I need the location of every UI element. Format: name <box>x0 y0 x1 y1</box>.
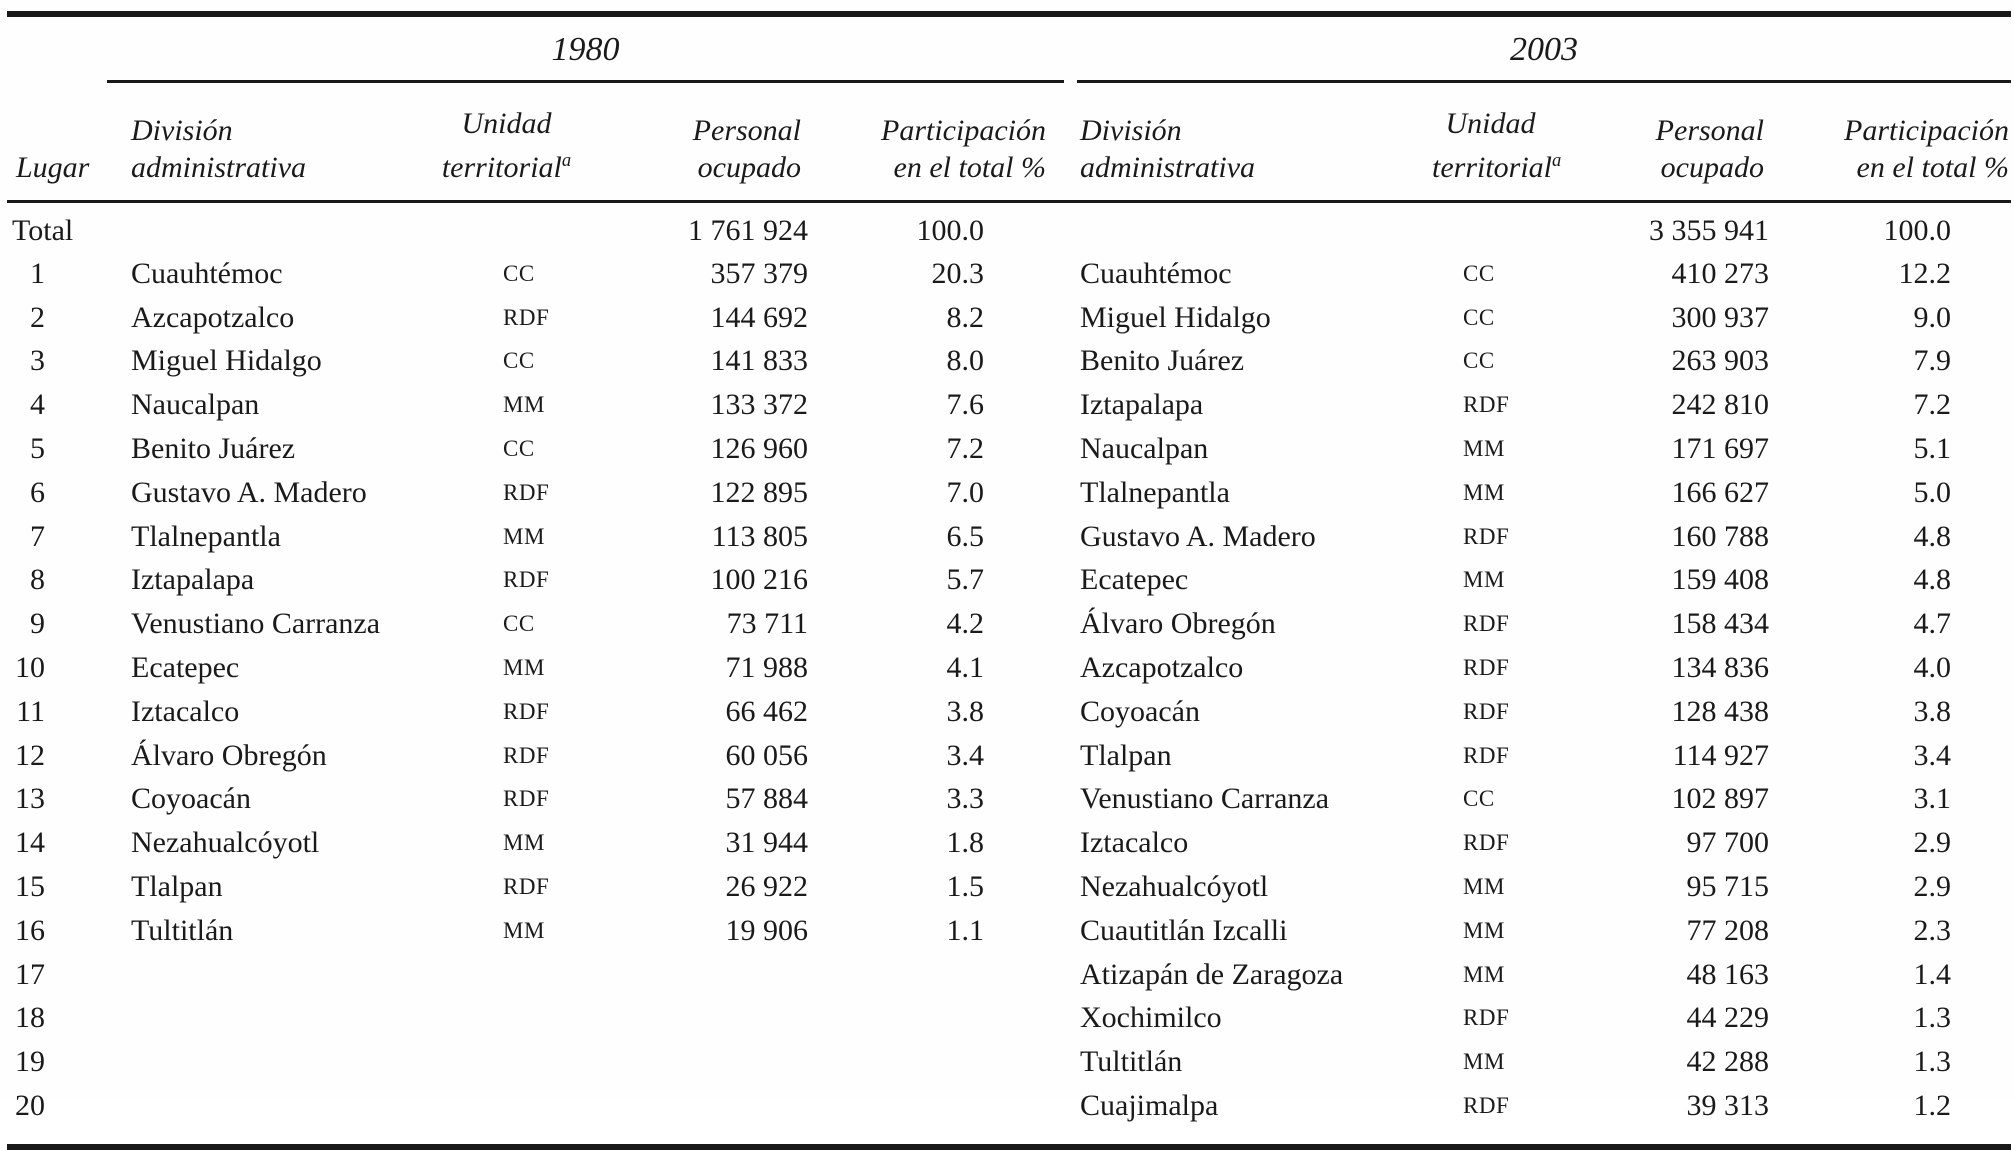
table-row <box>7 202 2011 253</box>
cell-personnel-2003: 42 288 <box>1686 1045 1769 1079</box>
cell-territorial-unit-2003: RDF <box>1463 698 1510 724</box>
cell-share-2003: 12.2 <box>1898 256 1951 290</box>
cell-rank: 12 <box>15 738 45 772</box>
cell-division-1980: Nezahualcóyotl <box>131 826 320 860</box>
year-header-2003: 2003 <box>1077 14 2011 82</box>
footnote-marker: a <box>1552 150 1562 171</box>
cell-territorial-unit-1980: RDF <box>503 479 550 505</box>
cell-personnel-2003: 166 627 <box>1671 475 1769 509</box>
cell-share-1980: 1.8 <box>946 826 984 860</box>
cell-share-2003: 5.1 <box>1913 432 1951 466</box>
cell-division-2003: Venustiano Carranza <box>1080 782 1330 816</box>
cell-share-2003: 4.0 <box>1913 651 1951 685</box>
cell-personnel-2003: 102 897 <box>1671 782 1769 816</box>
cell-territorial-unit-2003: MM <box>1463 479 1505 505</box>
cell-division-1980: Iztapalapa <box>131 563 255 597</box>
cell-territorial-unit-2003: CC <box>1463 260 1495 286</box>
table-row <box>7 821 2011 865</box>
group-gap-spacer <box>1064 383 1077 427</box>
cell-rank: 15 <box>15 870 45 904</box>
group-gap-spacer <box>1064 821 1077 865</box>
cell-personnel-1980: 113 805 <box>711 519 808 553</box>
cell-division-2003 <box>1077 202 1431 253</box>
cell-territorial-unit-1980: CC <box>503 436 535 462</box>
table-row <box>7 340 2011 384</box>
group-gap-spacer <box>1064 1084 1077 1128</box>
cell-territorial-unit-1980: MM <box>503 392 545 418</box>
cell-personnel-1980: 141 833 <box>710 344 808 378</box>
cell-division-1980: Benito Juárez <box>131 432 296 466</box>
cell-division-1980 <box>107 953 439 997</box>
cell-territorial-unit-2003: CC <box>1463 304 1495 330</box>
cell-territorial-unit-1980: RDF <box>503 742 550 768</box>
cell-share-1980: 20.3 <box>931 256 984 290</box>
cell-personnel-2003: 159 408 <box>1671 563 1769 597</box>
col-header-division-1980: División administrativa <box>107 82 439 202</box>
cell-territorial-unit-2003: RDF <box>1463 1005 1510 1031</box>
cell-personnel-1980: 357 379 <box>710 256 808 290</box>
group-gap-spacer <box>1064 427 1077 471</box>
cell-share-2003: 4.8 <box>1913 519 1951 553</box>
cell-division-2003: Iztapalapa <box>1080 388 1204 422</box>
cell-division-2003: Tultitlán <box>1080 1045 1183 1079</box>
cell-personnel-1980 <box>613 1040 813 1084</box>
cell-rank: 9 <box>30 607 45 641</box>
cell-rank: 2 <box>30 300 45 334</box>
lugar-column-spacer <box>7 14 107 82</box>
cell-rank: 13 <box>15 782 45 816</box>
group-gap-spacer <box>1064 909 1077 953</box>
cell-personnel-1980: 73 711 <box>726 607 808 641</box>
employment-by-division-table <box>7 11 2011 1150</box>
group-gap-spacer <box>1064 602 1077 646</box>
cell-division-2003: Nezahualcóyotl <box>1080 870 1269 904</box>
cell-share-2003: 4.8 <box>1913 563 1951 597</box>
cell-division-2003: Iztacalco <box>1080 826 1189 860</box>
group-gap-spacer <box>1064 1040 1077 1084</box>
table-row <box>7 690 2011 734</box>
cell-share-1980: 7.2 <box>946 432 984 466</box>
cell-territorial-unit-1980 <box>439 997 613 1041</box>
cell-personnel-2003: 158 434 <box>1671 607 1769 641</box>
cell-division-1980: Álvaro Obregón <box>131 738 327 772</box>
cell-territorial-unit-1980: RDF <box>503 304 550 330</box>
cell-division-2003: Tlalnepantla <box>1080 475 1230 509</box>
cell-personnel-2003: 242 810 <box>1671 388 1769 422</box>
col-header-personnel-2003: Personal ocupado <box>1605 82 1776 202</box>
cell-territorial-unit-2003: MM <box>1463 874 1505 900</box>
cell-share-2003: 3.4 <box>1913 738 1951 772</box>
cell-share-1980: 5.7 <box>946 563 984 597</box>
cell-division-2003: Gustavo A. Madero <box>1080 519 1316 553</box>
group-gap-spacer <box>1064 202 1077 253</box>
cell-personnel-2003: 160 788 <box>1671 519 1769 553</box>
cell-share-1980: 4.2 <box>946 607 984 641</box>
table-row <box>7 909 2011 953</box>
group-gap-spacer <box>1064 296 1077 340</box>
cell-personnel-2003: 39 313 <box>1686 1089 1769 1123</box>
col-header-territorial-unit-2003: Unidad territorial$^a$ <box>1431 82 1605 202</box>
table-row <box>7 865 2011 909</box>
cell-personnel-2003: 128 438 <box>1671 694 1769 728</box>
cell-territorial-unit-1980 <box>439 202 613 253</box>
table-row <box>7 1040 2011 1084</box>
cell-share-1980: 1.1 <box>946 913 984 947</box>
cell-personnel-2003: 114 927 <box>1672 738 1769 772</box>
cell-territorial-unit-2003: RDF <box>1463 742 1510 768</box>
cell-rank: 8 <box>30 563 45 597</box>
table-row <box>7 646 2011 690</box>
cell-rank: 1 <box>30 256 45 290</box>
cell-territorial-unit-2003: MM <box>1463 917 1505 943</box>
group-gap-spacer <box>1064 471 1077 515</box>
cell-share-2003: 4.7 <box>1913 607 1951 641</box>
cell-division-1980: Naucalpan <box>131 388 260 422</box>
cell-territorial-unit-1980 <box>439 1040 613 1084</box>
cell-share-2003: 2.9 <box>1913 870 1951 904</box>
group-gap-spacer <box>1064 646 1077 690</box>
cell-territorial-unit-2003: MM <box>1463 567 1505 593</box>
cell-division-1980: Iztacalco <box>131 694 240 728</box>
cell-share-1980 <box>813 1084 1064 1128</box>
cell-share-1980: 3.8 <box>946 694 984 728</box>
cell-personnel-1980: 133 372 <box>710 388 808 422</box>
col-header-lugar: Lugar <box>7 82 107 202</box>
cell-division-2003: Cuajimalpa <box>1080 1089 1219 1123</box>
cell-share-1980 <box>813 997 1064 1041</box>
group-gap-spacer <box>1064 690 1077 734</box>
cell-division-1980 <box>107 202 439 253</box>
cell-division-1980: Coyoacán <box>131 782 251 816</box>
cell-share-2003: 7.2 <box>1913 388 1951 422</box>
group-gap-spacer <box>1064 515 1077 559</box>
cell-division-2003: Álvaro Obregón <box>1080 607 1276 641</box>
cell-rank: 14 <box>15 826 45 860</box>
cell-rank: 3 <box>30 344 45 378</box>
cell-share-2003: 3.1 <box>1913 782 1951 816</box>
cell-personnel-2003: 410 273 <box>1671 256 1769 290</box>
table-row <box>7 1084 2011 1128</box>
table-row <box>7 997 2011 1041</box>
cell-territorial-unit-1980: RDF <box>503 698 550 724</box>
cell-territorial-unit-1980: RDF <box>503 786 550 812</box>
cell-personnel-1980: 144 692 <box>710 300 808 334</box>
cell-division-1980: Ecatepec <box>131 651 240 685</box>
cell-territorial-unit-2003: RDF <box>1463 655 1510 681</box>
cell-personnel-2003: 44 229 <box>1686 1001 1769 1035</box>
table-row <box>7 734 2011 778</box>
group-gap-spacer <box>1064 953 1077 997</box>
cell-division-2003: Miguel Hidalgo <box>1080 300 1271 334</box>
cell-personnel-2003: 48 163 <box>1686 957 1769 991</box>
cell-territorial-unit-1980: RDF <box>503 874 550 900</box>
column-header-row <box>7 82 2011 202</box>
cell-division-1980: Tultitlán <box>131 913 234 947</box>
cell-share-1980: 100.0 <box>916 214 984 247</box>
cell-territorial-unit-1980 <box>439 953 613 997</box>
cell-territorial-unit-2003: RDF <box>1463 392 1510 418</box>
cell-share-2003: 9.0 <box>1913 300 1951 334</box>
cell-personnel-2003: 77 208 <box>1686 913 1769 947</box>
cell-territorial-unit-2003: RDF <box>1463 611 1510 637</box>
cell-territorial-unit-1980: CC <box>503 260 535 286</box>
cell-territorial-unit-1980: MM <box>503 830 545 856</box>
cell-personnel-1980 <box>613 1084 813 1128</box>
table-row <box>7 602 2011 646</box>
cell-share-2003: 100.0 <box>1883 214 1951 247</box>
cell-division-1980: Venustiano Carranza <box>131 607 381 641</box>
cell-rank: 20 <box>15 1089 45 1123</box>
table-row <box>7 296 2011 340</box>
cell-division-1980: Gustavo A. Madero <box>131 475 367 509</box>
cell-division-2003: Tlalpan <box>1080 738 1172 772</box>
cell-division-1980 <box>107 1084 439 1128</box>
cell-territorial-unit-2003: CC <box>1463 348 1495 374</box>
cell-territorial-unit-2003: CC <box>1463 786 1495 812</box>
cell-rank: 10 <box>15 651 45 685</box>
cell-division-2003: Xochimilco <box>1080 1001 1222 1035</box>
cell-share-2003: 1.3 <box>1913 1001 1951 1035</box>
cell-rank: 7 <box>30 519 45 553</box>
col-header-personnel-1980: Personal ocupado <box>613 82 813 202</box>
cell-personnel-1980: 126 960 <box>710 432 808 466</box>
cell-personnel-2003: 3 355 941 <box>1649 214 1769 247</box>
group-gap-spacer <box>1064 559 1077 603</box>
cell-rank: 17 <box>15 957 45 991</box>
cell-personnel-1980: 66 462 <box>725 694 808 728</box>
cell-personnel-1980: 71 988 <box>725 651 808 685</box>
cell-territorial-unit-2003: RDF <box>1463 523 1510 549</box>
cell-division-2003: Azcapotzalco <box>1080 651 1244 685</box>
cell-personnel-1980 <box>613 953 813 997</box>
cell-personnel-1980: 57 884 <box>725 782 808 816</box>
col-header-share-2003: Participación en el total % <box>1776 82 2011 202</box>
col-header-share-1980: Participación en el total % <box>813 82 1064 202</box>
group-gap-spacer <box>1064 252 1077 296</box>
cell-rank: 4 <box>30 388 45 422</box>
group-gap-spacer <box>1064 14 1077 82</box>
cell-share-2003: 2.3 <box>1913 913 1951 947</box>
table-row <box>7 559 2011 603</box>
cell-division-1980: Azcapotzalco <box>131 300 295 334</box>
col-header-territorial-unit-1980: Unidad territorial$^a$ <box>439 82 613 202</box>
cell-division-1980 <box>107 997 439 1041</box>
cell-territorial-unit-1980: MM <box>503 523 545 549</box>
cell-division-1980: Tlalpan <box>131 870 223 904</box>
cell-division-2003: Coyoacán <box>1080 694 1200 728</box>
table-row <box>7 427 2011 471</box>
cell-territorial-unit-2003: RDF <box>1463 830 1510 856</box>
cell-personnel-2003: 300 937 <box>1671 300 1769 334</box>
cell-division-2003: Benito Juárez <box>1080 344 1245 378</box>
cell-division-2003: Atizapán de Zaragoza <box>1080 957 1344 991</box>
group-gap-spacer <box>1064 82 1077 202</box>
cell-territorial-unit-1980: CC <box>503 348 535 374</box>
cell-share-1980: 1.5 <box>946 870 984 904</box>
table-row <box>7 383 2011 427</box>
cell-personnel-2003: 95 715 <box>1686 870 1769 904</box>
group-gap-spacer <box>1064 340 1077 384</box>
cell-territorial-unit-1980: MM <box>503 655 545 681</box>
cell-rank: Total <box>12 214 74 247</box>
group-gap-spacer <box>1064 734 1077 778</box>
table-row <box>7 515 2011 559</box>
cell-territorial-unit-1980: CC <box>503 611 535 637</box>
cell-share-1980 <box>813 953 1064 997</box>
cell-personnel-1980: 1 761 924 <box>688 214 808 247</box>
cell-territorial-unit-1980 <box>439 1084 613 1128</box>
cell-territorial-unit-2003: RDF <box>1463 1093 1510 1119</box>
cell-territorial-unit-2003 <box>1431 202 1605 253</box>
cell-personnel-2003: 263 903 <box>1671 344 1769 378</box>
cell-division-2003: Ecatepec <box>1080 563 1189 597</box>
cell-rank: 11 <box>16 694 45 728</box>
cell-personnel-1980 <box>613 997 813 1041</box>
cell-share-1980: 3.3 <box>946 782 984 816</box>
cell-rank: 19 <box>15 1045 45 1079</box>
footnote-marker: a <box>561 150 572 171</box>
cell-personnel-2003: 97 700 <box>1686 826 1769 860</box>
cell-personnel-2003: 171 697 <box>1671 432 1769 466</box>
cell-division-1980: Miguel Hidalgo <box>131 344 322 378</box>
cell-division-2003: Naucalpan <box>1080 432 1209 466</box>
bottom-padding-row <box>7 1128 2011 1147</box>
cell-share-2003: 3.8 <box>1913 694 1951 728</box>
cell-share-1980: 7.6 <box>946 388 984 422</box>
cell-personnel-1980: 100 216 <box>710 563 808 597</box>
year-header-row <box>7 14 2011 82</box>
cell-share-2003: 7.9 <box>1913 344 1951 378</box>
cell-division-1980 <box>107 1040 439 1084</box>
cell-territorial-unit-2003: MM <box>1463 436 1505 462</box>
cell-share-1980: 8.2 <box>946 300 984 334</box>
year-header-1980: 1980 <box>107 14 1064 82</box>
cell-share-1980: 8.0 <box>946 344 984 378</box>
cell-territorial-unit-2003: MM <box>1463 1049 1505 1075</box>
cell-share-2003: 1.3 <box>1913 1045 1951 1079</box>
cell-personnel-1980: 26 922 <box>725 870 808 904</box>
cell-division-1980: Cuauhtémoc <box>131 256 283 290</box>
cell-territorial-unit-1980: MM <box>503 917 545 943</box>
cell-share-2003: 5.0 <box>1913 475 1951 509</box>
cell-share-2003: 1.2 <box>1913 1089 1951 1123</box>
table-row <box>7 252 2011 296</box>
table-row <box>7 953 2011 997</box>
cell-rank: 16 <box>15 913 45 947</box>
cell-share-1980: 3.4 <box>946 738 984 772</box>
cell-personnel-1980: 60 056 <box>725 738 808 772</box>
col-header-division-2003: División administrativa <box>1077 82 1431 202</box>
cell-share-2003: 1.4 <box>1913 957 1951 991</box>
cell-territorial-unit-2003: MM <box>1463 961 1505 987</box>
cell-rank: 5 <box>30 432 45 466</box>
group-gap-spacer <box>1064 865 1077 909</box>
table-row <box>7 471 2011 515</box>
cell-share-1980 <box>813 1040 1064 1084</box>
cell-personnel-2003: 134 836 <box>1671 651 1769 685</box>
cell-division-1980: Tlalnepantla <box>131 519 281 553</box>
table-row <box>7 778 2011 822</box>
cell-share-2003: 2.9 <box>1913 826 1951 860</box>
cell-personnel-1980: 122 895 <box>710 475 808 509</box>
cell-share-1980: 6.5 <box>946 519 984 553</box>
cell-personnel-1980: 31 944 <box>725 826 808 860</box>
cell-rank: 6 <box>30 475 45 509</box>
cell-rank: 18 <box>15 1001 45 1035</box>
cell-share-1980: 4.1 <box>946 651 984 685</box>
group-gap-spacer <box>1064 778 1077 822</box>
cell-share-1980: 7.0 <box>946 475 984 509</box>
cell-personnel-1980: 19 906 <box>725 913 808 947</box>
cell-division-2003: Cuauhtémoc <box>1080 256 1232 290</box>
cell-division-2003: Cuautitlán Izcalli <box>1080 913 1288 947</box>
group-gap-spacer <box>1064 997 1077 1041</box>
cell-territorial-unit-1980: RDF <box>503 567 550 593</box>
